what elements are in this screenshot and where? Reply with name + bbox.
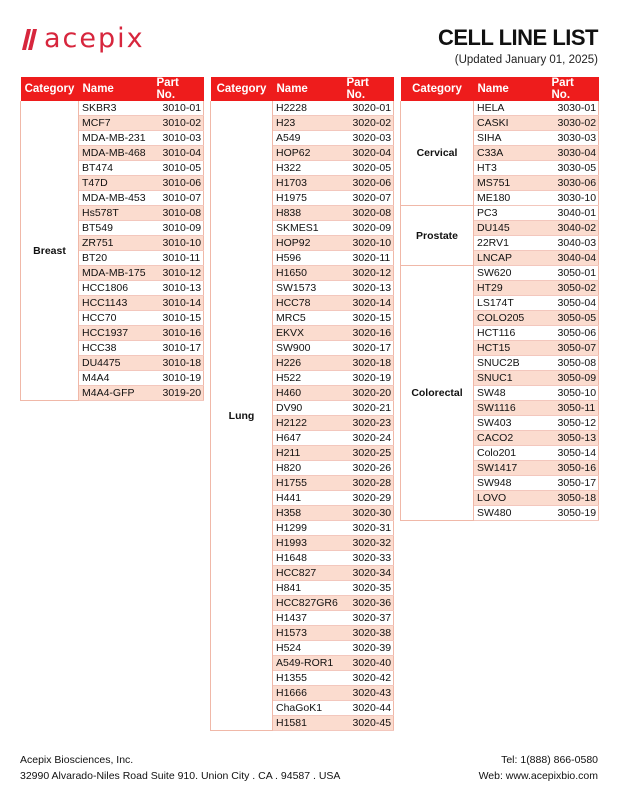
cell-line-name: H524: [273, 641, 343, 656]
part-number: 3020-45: [343, 716, 394, 731]
table-row: [401, 101, 599, 116]
part-number: 3020-20: [343, 386, 394, 401]
cell-line-table-breast: [20, 77, 204, 401]
part-number: 3020-42: [343, 671, 394, 686]
part-number: 3050-13: [548, 431, 599, 446]
cell-line-name: H1581: [273, 716, 343, 731]
column-header-part: Part No.: [548, 77, 599, 101]
cell-line-name: SKMES1: [273, 221, 343, 236]
cell-line-name: H211: [273, 446, 343, 461]
part-number: 3040-01: [548, 206, 599, 221]
cell-line-name: HCC1143: [79, 296, 153, 311]
part-number: 3030-03: [548, 131, 599, 146]
cell-line-name: A549: [273, 131, 343, 146]
cell-line-name: H322: [273, 161, 343, 176]
table-row: [211, 101, 394, 116]
part-number: 3010-12: [153, 266, 204, 281]
column-header-name: Name: [273, 77, 343, 101]
cell-line-name: H522: [273, 371, 343, 386]
part-number: 3020-05: [343, 161, 394, 176]
table-header-row: [21, 77, 204, 101]
cell-line-name: DV90: [273, 401, 343, 416]
column-header-part: Part No.: [153, 77, 204, 101]
cell-line-name: HCT116: [474, 326, 548, 341]
cell-line-name: SW480: [474, 506, 548, 521]
part-number: 3020-24: [343, 431, 394, 446]
cell-line-name: H1993: [273, 536, 343, 551]
part-number: 3010-17: [153, 341, 204, 356]
cell-line-name: C33A: [474, 146, 548, 161]
cell-line-name: BT20: [79, 251, 153, 266]
cell-line-name: MDA-MB-453: [79, 191, 153, 206]
cell-line-name: H1666: [273, 686, 343, 701]
part-number: 3010-18: [153, 356, 204, 371]
part-number: 3030-10: [548, 191, 599, 206]
part-number: 3020-39: [343, 641, 394, 656]
cell-line-name: MRC5: [273, 311, 343, 326]
part-number: 3020-32: [343, 536, 394, 551]
cell-line-name: H1648: [273, 551, 343, 566]
part-number: 3010-05: [153, 161, 204, 176]
cell-line-name: H2122: [273, 416, 343, 431]
cell-line-name: SW403: [474, 416, 548, 431]
company-logo: [18, 24, 145, 54]
table-row: [401, 206, 599, 221]
cell-line-name: HT3: [474, 161, 548, 176]
cell-line-name: H2228: [273, 101, 343, 116]
column-header-name: Name: [79, 77, 153, 101]
part-number: 3020-06: [343, 176, 394, 191]
category-cell: Colorectal: [401, 266, 474, 521]
cell-line-name: HCC827: [273, 566, 343, 581]
part-number: 3020-25: [343, 446, 394, 461]
cell-line-name: SW900: [273, 341, 343, 356]
part-number: 3050-02: [548, 281, 599, 296]
cell-line-name: HCC78: [273, 296, 343, 311]
part-number: 3030-04: [548, 146, 599, 161]
cell-line-name: H23: [273, 116, 343, 131]
part-number: 3020-07: [343, 191, 394, 206]
part-number: 3010-06: [153, 176, 204, 191]
part-number: 3050-04: [548, 296, 599, 311]
part-number: 3010-04: [153, 146, 204, 161]
part-number: 3020-12: [343, 266, 394, 281]
part-number: 3050-18: [548, 491, 599, 506]
part-number: 3030-02: [548, 116, 599, 131]
cell-line-name: SW1573: [273, 281, 343, 296]
part-number: 3050-08: [548, 356, 599, 371]
part-number: 3050-12: [548, 416, 599, 431]
part-number: 3030-01: [548, 101, 599, 116]
part-number: 3020-11: [343, 251, 394, 266]
cell-line-name: H1299: [273, 521, 343, 536]
category-cell: Lung: [211, 101, 273, 731]
cell-line-name: COLO205: [474, 311, 548, 326]
part-number: 3020-14: [343, 296, 394, 311]
part-number: 3020-17: [343, 341, 394, 356]
cell-line-name: HT29: [474, 281, 548, 296]
cell-line-name: ChaGoK1: [273, 701, 343, 716]
part-number: 3020-36: [343, 596, 394, 611]
part-number: 3020-34: [343, 566, 394, 581]
part-number: 3050-17: [548, 476, 599, 491]
column-header-name: Name: [474, 77, 548, 101]
cell-line-name: HOP92: [273, 236, 343, 251]
column-header-category: Category: [401, 77, 474, 101]
part-number: 3020-03: [343, 131, 394, 146]
cell-line-name: H838: [273, 206, 343, 221]
cell-line-name: HELA: [474, 101, 548, 116]
cell-line-name: H226: [273, 356, 343, 371]
cell-line-name: H1755: [273, 476, 343, 491]
cell-line-name: H1650: [273, 266, 343, 281]
page-title: CELL LINE LIST: [437, 25, 598, 50]
category-cell: Cervical: [401, 101, 474, 206]
part-number: 3040-02: [548, 221, 599, 236]
footer-web[interactable]: Web: www.acepixbio.com: [478, 770, 598, 782]
part-number: 3020-29: [343, 491, 394, 506]
category-cell: Breast: [21, 101, 79, 401]
part-number: 3050-16: [548, 461, 599, 476]
cell-line-name: BT474: [79, 161, 153, 176]
cell-line-name: HOP62: [273, 146, 343, 161]
part-number: 3020-40: [343, 656, 394, 671]
cell-line-table-other: [400, 77, 599, 521]
cell-line-name: M4A4: [79, 371, 153, 386]
part-number: 3020-16: [343, 326, 394, 341]
part-number: 3020-21: [343, 401, 394, 416]
footer-company: Acepix Biosciences, Inc.: [20, 754, 134, 766]
footer-address-block: [20, 752, 340, 784]
part-number: 3050-11: [548, 401, 599, 416]
part-number: 3020-19: [343, 371, 394, 386]
part-number: 3040-04: [548, 251, 599, 266]
part-number: 3040-03: [548, 236, 599, 251]
part-number: 3010-01: [153, 101, 204, 116]
cell-line-name: LNCAP: [474, 251, 548, 266]
cell-line-name: SW1116: [474, 401, 548, 416]
column-header-category: Category: [21, 77, 79, 101]
part-number: 3010-15: [153, 311, 204, 326]
part-number: 3010-02: [153, 116, 204, 131]
footer-contact-block: [479, 752, 598, 784]
cell-line-name: MDA-MB-175: [79, 266, 153, 281]
cell-line-name: HCT15: [474, 341, 548, 356]
cell-line-name: A549-ROR1: [273, 656, 343, 671]
cell-line-name: H596: [273, 251, 343, 266]
cell-line-name: H1355: [273, 671, 343, 686]
part-number: 3010-11: [153, 251, 204, 266]
cell-line-name: H358: [273, 506, 343, 521]
cell-line-name: SW48: [474, 386, 548, 401]
cell-line-name: Colo201: [474, 446, 548, 461]
logo-text: acepix: [44, 23, 145, 54]
part-number: 3020-23: [343, 416, 394, 431]
part-number: 3010-03: [153, 131, 204, 146]
cell-line-name: LOVO: [474, 491, 548, 506]
cell-line-name: MDA-MB-468: [79, 146, 153, 161]
cell-line-name: SW948: [474, 476, 548, 491]
part-number: 3020-08: [343, 206, 394, 221]
table-header-row: [401, 77, 599, 101]
part-number: 3010-19: [153, 371, 204, 386]
logo-mark-icon: [18, 26, 40, 52]
part-number: 3020-18: [343, 356, 394, 371]
cell-line-name: ZR751: [79, 236, 153, 251]
part-number: 3020-30: [343, 506, 394, 521]
cell-line-name: HCC70: [79, 311, 153, 326]
cell-line-name: SNUC2B: [474, 356, 548, 371]
cell-line-name: HCC1806: [79, 281, 153, 296]
part-number: 3010-10: [153, 236, 204, 251]
cell-line-name: M4A4-GFP: [79, 386, 153, 401]
cell-line-name: MDA-MB-231: [79, 131, 153, 146]
table-row: [21, 101, 204, 116]
part-number: 3020-33: [343, 551, 394, 566]
cell-line-name: HCC827GR6: [273, 596, 343, 611]
part-number: 3050-10: [548, 386, 599, 401]
part-number: 3019-20: [153, 386, 204, 401]
part-number: 3010-07: [153, 191, 204, 206]
cell-line-name: T47D: [79, 176, 153, 191]
part-number: 3020-31: [343, 521, 394, 536]
cell-line-name: LS174T: [474, 296, 548, 311]
part-number: 3050-07: [548, 341, 599, 356]
part-number: 3020-10: [343, 236, 394, 251]
part-number: 3020-02: [343, 116, 394, 131]
cell-line-name: H820: [273, 461, 343, 476]
part-number: 3030-05: [548, 161, 599, 176]
cell-line-name: 22RV1: [474, 236, 548, 251]
column-header-part: Part No.: [343, 77, 394, 101]
cell-line-name: DU4475: [79, 356, 153, 371]
cell-line-name: H1573: [273, 626, 343, 641]
cell-line-name: ME180: [474, 191, 548, 206]
cell-line-name: HCC1937: [79, 326, 153, 341]
footer-address: 32990 Alvarado-Niles Road Suite 910. Union City . CA . 94587 . USA: [20, 770, 341, 782]
cell-line-name: SIHA: [474, 131, 548, 146]
part-number: 3030-06: [548, 176, 599, 191]
page-subtitle: (Updated January 01, 2025): [454, 54, 598, 66]
part-number: 3020-37: [343, 611, 394, 626]
cell-line-name: H460: [273, 386, 343, 401]
part-number: 3010-16: [153, 326, 204, 341]
part-number: 3050-05: [548, 311, 599, 326]
cell-line-name: SW1417: [474, 461, 548, 476]
part-number: 3020-09: [343, 221, 394, 236]
cell-line-name: H441: [273, 491, 343, 506]
part-number: 3010-09: [153, 221, 204, 236]
cell-line-name: PC3: [474, 206, 548, 221]
cell-line-name: MS751: [474, 176, 548, 191]
part-number: 3010-13: [153, 281, 204, 296]
part-number: 3020-38: [343, 626, 394, 641]
cell-line-name: MCF7: [79, 116, 153, 131]
cell-line-table-lung: [210, 77, 394, 731]
part-number: 3020-28: [343, 476, 394, 491]
cell-line-name: SKBR3: [79, 101, 153, 116]
cell-line-name: H1703: [273, 176, 343, 191]
cell-line-name: CASKI: [474, 116, 548, 131]
part-number: 3020-44: [343, 701, 394, 716]
part-number: 3020-01: [343, 101, 394, 116]
part-number: 3020-35: [343, 581, 394, 596]
part-number: 3020-26: [343, 461, 394, 476]
part-number: 3010-14: [153, 296, 204, 311]
footer-phone: Tel: 1(888) 866-0580: [501, 754, 598, 766]
part-number: 3050-01: [548, 266, 599, 281]
cell-line-name: CACO2: [474, 431, 548, 446]
cell-line-name: SNUC1: [474, 371, 548, 386]
cell-line-name: H1975: [273, 191, 343, 206]
cell-line-name: SW620: [474, 266, 548, 281]
cell-line-name: H647: [273, 431, 343, 446]
part-number: 3020-04: [343, 146, 394, 161]
cell-line-name: BT549: [79, 221, 153, 236]
cell-line-name: H1437: [273, 611, 343, 626]
table-row: [401, 266, 599, 281]
part-number: 3050-19: [548, 506, 599, 521]
part-number: 3010-08: [153, 206, 204, 221]
table-header-row: [211, 77, 394, 101]
part-number: 3020-15: [343, 311, 394, 326]
part-number: 3050-09: [548, 371, 599, 386]
column-header-category: Category: [211, 77, 273, 101]
cell-line-name: Hs578T: [79, 206, 153, 221]
part-number: 3020-13: [343, 281, 394, 296]
category-cell: Prostate: [401, 206, 474, 266]
cell-line-name: DU145: [474, 221, 548, 236]
cell-line-name: HCC38: [79, 341, 153, 356]
part-number: 3050-06: [548, 326, 599, 341]
part-number: 3020-43: [343, 686, 394, 701]
cell-line-name: H841: [273, 581, 343, 596]
cell-line-name: EKVX: [273, 326, 343, 341]
part-number: 3050-14: [548, 446, 599, 461]
